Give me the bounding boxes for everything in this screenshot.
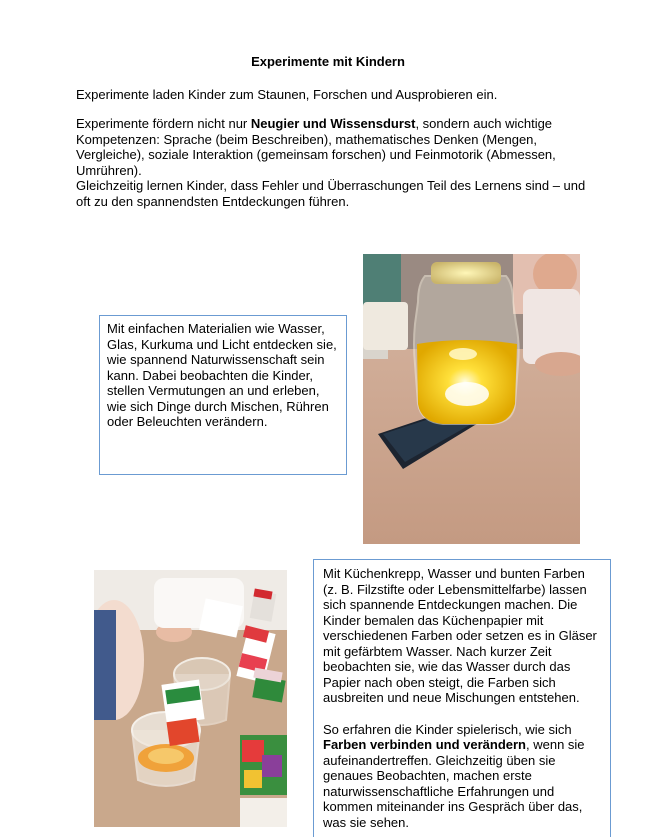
colored-paper-photo — [94, 570, 287, 827]
colors-paragraph-1: Mit Küchenkrepp, Wasser und bunten Farben (z. B. Filzstifte oder Lebensmittelfarbe) lassen sich spannende Entdeckungen machen. Die Kinder bemalen das Küchenpapier mit verschiedenen Farben oder setzen es in Gläser mit gefärbtem Wasser. Nach kurzer Zeit beobachten sie, wie das Wasser durch das Papier nach oben steigt, die Farben sich ausbreiten und neue Mischungen entstehen. — [323, 566, 597, 705]
competences-bold-text: Neugier und Wissensdurst — [250, 116, 416, 131]
jar-light-photo — [363, 254, 580, 544]
mistakes-paragraph: Gleichzeitig lernen Kinder, dass Fehler und Überraschungen Teil des Lernens sind – und oft zu den spannendsten Entdeckungen führen. — [76, 178, 586, 209]
colors-bold-text: Farben verbinden und verändern — [323, 737, 526, 752]
competences-paragraph — [76, 116, 586, 178]
colors-experiment-textbox — [313, 559, 611, 837]
colors-text-start: So erfahren die Kinder spielerisch, wie sich — [323, 721, 572, 737]
intro-paragraph: Experimente laden Kinder zum Staunen, Forschen und Ausprobieren ein. — [76, 87, 498, 102]
document-title: Experimente mit Kindern — [251, 54, 405, 69]
colors-paragraph-2 — [323, 722, 600, 831]
light-experiment-textbox: Mit einfachen Materialien wie Wasser, Glas, Kurkuma und Licht entdecken sie, wie spannend Naturwissenschaft sein kann. Dabei beobachten die Kinder, stellen Vermutungen an und erleben, wie sich Dinge durch Mischen, Rühren oder Beleuchten verändern. — [99, 315, 347, 475]
competences-text-start: Experimente fördern nicht nur — [76, 116, 251, 131]
competences-text-end: , sondern auch wichtige Kompetenzen: Sprache (beim Beschreiben), mathematisches Denken (Mengen, Vergleiche), soziale Interaktion (gemeinsam forschen) und Feinmotorik (Abmessen, Umrühren). — [76, 116, 556, 178]
colors-text-end: , wenn sie aufeinandertreffen. Gleichzeitig üben sie genaues Beobachten, machen erste naturwissenschaftliche Erfahrungen und kommen miteinander ins Gespräch über das, was sie sehen. — [323, 737, 585, 830]
